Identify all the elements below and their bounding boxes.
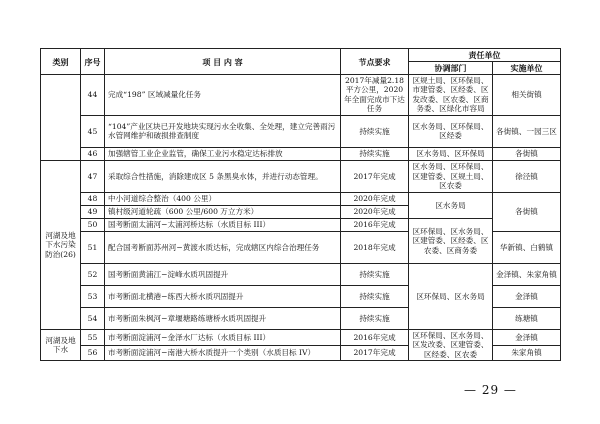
row-content: 市考断面淀浦河−南港大桥水质提升一个类别（水质目标 IV） bbox=[105, 345, 341, 361]
row-number: 56 bbox=[81, 345, 105, 361]
row-implementer: 各街镇 bbox=[493, 192, 561, 231]
row-content: 市考断面淀浦河−金泽水厂达标（水质目标 III） bbox=[105, 329, 341, 345]
row-number: 55 bbox=[81, 329, 105, 345]
row-content: 市考断面朱枫河−章堰塘路练塘桥水质巩固提升 bbox=[105, 307, 341, 329]
row-implementer: 徐泾镇 bbox=[493, 160, 561, 192]
category-label: 河湖及地下水 bbox=[41, 329, 81, 360]
row-implementer: 华新镇、白鹤镇 bbox=[493, 231, 561, 263]
row-number: 48 bbox=[81, 192, 105, 205]
row-node: 2016年完成 bbox=[341, 329, 409, 345]
row-node: 2017年完成 bbox=[341, 345, 409, 361]
row-coordinator: 区水务局、区环保局 bbox=[409, 147, 493, 160]
row-content: 国考断面太浦河−太浦河桥达标（水质目标 III） bbox=[105, 218, 341, 231]
category-label: 河湖及地下水污染防治(26) bbox=[41, 160, 81, 329]
row-coordinator: 区环保局、区水务局、区发改委、区建管委、区经委、区农委 bbox=[409, 329, 493, 360]
row-content: 完成“198” 区域减量化任务 bbox=[105, 75, 341, 116]
row-implementer: 金泽镇 bbox=[493, 329, 561, 345]
table-row bbox=[41, 147, 561, 160]
row-node: 2017年减量2.18平方公里，2020年全面完成市下达任务 bbox=[341, 75, 409, 116]
task-table bbox=[40, 48, 561, 361]
row-number: 44 bbox=[81, 75, 105, 116]
row-node: 持续实施 bbox=[341, 147, 409, 160]
row-content: 加强辖管工业企业监管，确保工业污水稳定达标排放 bbox=[105, 147, 341, 160]
row-number: 51 bbox=[81, 231, 105, 263]
row-node: 2020年完成 bbox=[341, 192, 409, 205]
header-content: 项 目 内 容 bbox=[105, 49, 341, 75]
row-content: 市考断面北横港−练西大桥水质巩固提升 bbox=[105, 285, 341, 307]
header-row bbox=[41, 49, 561, 62]
row-implementer: 练塘镇 bbox=[493, 307, 561, 329]
row-number: 46 bbox=[81, 147, 105, 160]
row-node: 2018年完成 bbox=[341, 231, 409, 263]
row-implementer: 朱家角镇 bbox=[493, 345, 561, 361]
row-coordinator: 区环保局、区水务局、区建管委、区经委、区农委、区商务委 bbox=[409, 218, 493, 263]
row-content: 中小河道综合整治（400 公里） bbox=[105, 192, 341, 205]
category-cell-blank bbox=[41, 75, 81, 161]
header-seq: 序号 bbox=[81, 49, 105, 75]
row-number: 52 bbox=[81, 263, 105, 285]
row-node: 2020年完成 bbox=[341, 205, 409, 218]
row-implementer: 金泽镇 bbox=[493, 285, 561, 307]
table-row bbox=[41, 75, 561, 116]
row-node: 2016年完成 bbox=[341, 218, 409, 231]
row-implementer: 相关街镇 bbox=[493, 75, 561, 116]
row-implementer: 各街镇 bbox=[493, 147, 561, 160]
row-content: 镇村级河道轮疏（600 公里/600 万立方米） bbox=[105, 205, 341, 218]
row-number: 50 bbox=[81, 218, 105, 231]
row-content: 配合国考断面苏州河−黄渡水质达标，完成辖区内综合治理任务 bbox=[105, 231, 341, 263]
header-implementer: 实施单位 bbox=[493, 62, 561, 75]
row-coordinator: 区环保局、区水务局 bbox=[409, 263, 493, 329]
table-row bbox=[41, 263, 561, 285]
row-coordinator: 区规土局、区环保局、市建管委、区经委、区发改委、区农委、区商务委、区绿化市容局 bbox=[409, 75, 493, 116]
row-coordinator: 区水务局 bbox=[409, 192, 493, 218]
page-number: — 29 — bbox=[464, 383, 517, 397]
table-row bbox=[41, 160, 561, 192]
row-node: 持续实施 bbox=[341, 285, 409, 307]
table-row bbox=[41, 115, 561, 147]
header-node: 节点要求 bbox=[341, 49, 409, 75]
row-number: 47 bbox=[81, 160, 105, 192]
row-content: 采取综合性措施，消除建成区 5 条黑臭水体，并进行动态管理。 bbox=[105, 160, 341, 192]
row-implementer: 金泽镇、朱家角镇 bbox=[493, 263, 561, 285]
row-node: 2017年完成 bbox=[341, 160, 409, 192]
header-responsible: 责任单位 bbox=[409, 49, 561, 62]
table-row bbox=[41, 329, 561, 345]
row-number: 49 bbox=[81, 205, 105, 218]
row-coordinator: 区水务局、区环保局、区经委 bbox=[409, 115, 493, 147]
row-content: 国考断面黄浦江−淀峰水质巩固提升 bbox=[105, 263, 341, 285]
row-number: 54 bbox=[81, 307, 105, 329]
row-implementer: 各街镇、一园三区 bbox=[493, 115, 561, 147]
table-row bbox=[41, 218, 561, 231]
header-coordinator: 协调部门 bbox=[409, 62, 493, 75]
row-node: 持续实施 bbox=[341, 115, 409, 147]
row-node: 持续实施 bbox=[341, 307, 409, 329]
row-number: 45 bbox=[81, 115, 105, 147]
header-category: 类别 bbox=[41, 49, 81, 75]
row-coordinator: 区水务局、区环保局、区建管委、区规土局、区农委 bbox=[409, 160, 493, 192]
row-number: 53 bbox=[81, 285, 105, 307]
row-node: 持续实施 bbox=[341, 263, 409, 285]
table-row bbox=[41, 192, 561, 205]
row-content: “104”产业区块已开发地块实现污水全收集、全处理，建立完善雨污水管网维护和破损排查制度 bbox=[105, 115, 341, 147]
